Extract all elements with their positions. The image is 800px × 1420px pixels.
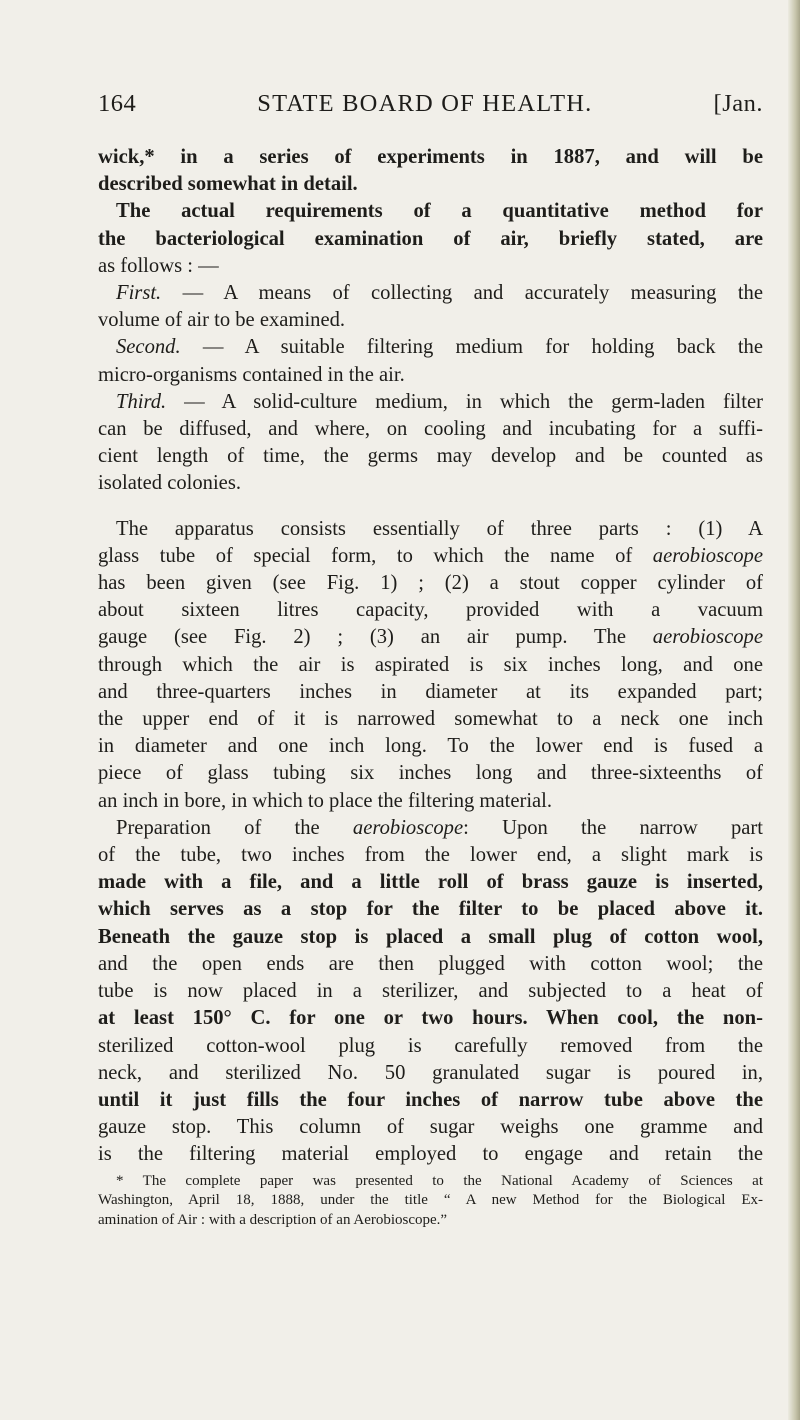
- text-line: wick,* in a series of experiments in 1887, and will be: [98, 146, 763, 168]
- text-line: through which the air is aspirated is six inches long, and one: [98, 653, 763, 676]
- text-line: as follows : —: [98, 254, 219, 277]
- running-month: [Jan.: [713, 90, 763, 117]
- text-line: gauze stop. This column of sugar weighs one gramme and: [98, 1116, 763, 1139]
- text-line: about sixteen litres capacity, provided with a vacuum: [98, 599, 763, 622]
- footnote: [98, 1172, 763, 1231]
- gauge-text: gauge (see Fig. 2) ; (3) an air pump. The: [98, 626, 653, 649]
- footnote-line: * The complete paper was presented to the National Academy of Sciences at: [116, 1172, 763, 1189]
- third-text: — A solid-culture medium, in which the germ-laden filter: [166, 390, 763, 413]
- page-number: 164: [98, 90, 137, 117]
- footnote-line: amination of Air : with a description of an Aerobioscope.”: [98, 1211, 448, 1228]
- text-line-second: [98, 334, 763, 361]
- text-line: is the filtering material employed to engage and retain the: [98, 1143, 763, 1166]
- prep-text-end: : Upon the narrow part: [463, 816, 764, 839]
- second-label: Second.: [116, 336, 181, 359]
- text-line: The apparatus consists essentially of three parts : (1) A: [116, 517, 763, 540]
- body-text: [98, 144, 763, 1169]
- text-line: which serves as a stop for the filter to be placed above it.: [98, 898, 763, 921]
- text-line-first: [98, 280, 763, 307]
- text-line: micro-organisms contained in the air.: [98, 363, 405, 386]
- text-line: at least 150° C. for one or two hours. When cool, the non-: [98, 1007, 763, 1030]
- text-line: described somewhat in detail.: [98, 173, 358, 196]
- text-line: cient length of time, the germs may develop and be counted as: [98, 445, 763, 468]
- text-line: an inch in bore, in which to place the filtering material.: [98, 789, 553, 812]
- running-head: [98, 90, 763, 130]
- text-line-third: [98, 389, 763, 416]
- text-line-gauge: [98, 624, 763, 651]
- page-edge: [788, 0, 800, 1420]
- text-line: tube is now placed in a sterilizer, and subjected to a heat of: [98, 980, 763, 1003]
- text-line: in diameter and one inch long. To the lower end is fused a: [98, 735, 763, 758]
- paragraph-gap: [98, 498, 763, 516]
- running-title: STATE BOARD OF HEALTH.: [257, 90, 593, 117]
- text-line: made with a file, and a little roll of brass gauze is inserted,: [98, 871, 763, 894]
- text-line: can be diffused, and where, on cooling and incubating for a suffi-: [98, 418, 763, 441]
- text-line: volume of air to be examined.: [98, 309, 346, 332]
- text-line: sterilized cotton-wool plug is carefully removed from the: [98, 1034, 763, 1057]
- text-line: the upper end of it is narrowed somewhat to a neck one inch: [98, 708, 763, 731]
- text-line-aerobioscope: [98, 543, 763, 570]
- prep-text: Preparation of the: [116, 816, 353, 839]
- text-line: isolated colonies.: [98, 472, 241, 495]
- text-line: and the open ends are then plugged with cotton wool; the: [98, 952, 763, 975]
- text-line-preparation: [98, 815, 763, 842]
- first-text: — A means of collecting and accurately measuring the: [161, 282, 763, 305]
- text-line: until it just fills the four inches of narrow tube above the: [98, 1088, 763, 1111]
- text-line: neck, and sterilized No. 50 granulated sugar is poured in,: [98, 1061, 763, 1084]
- second-text: — A suitable filtering medium for holding back the: [180, 336, 763, 359]
- text-line: of the tube, two inches from the lower end, a slight mark is: [98, 844, 763, 867]
- aerobioscope-term: aerobioscope: [352, 816, 464, 839]
- book-page: [98, 90, 763, 1230]
- footnote-line: Washington, April 18, 1888, under the title “ A new Method for the Biological Ex-: [98, 1192, 763, 1209]
- glass-text: glass tube of special form, to which the name of: [98, 544, 653, 567]
- text-line: the bacteriological examination of air, briefly stated, are: [98, 227, 763, 250]
- text-line: piece of glass tubing six inches long and three-sixteenths of: [98, 762, 763, 785]
- aerobioscope-term: aerobioscope: [652, 544, 763, 567]
- third-label: Third.: [116, 390, 167, 413]
- text-line: The actual requirements of a quantitative method for: [116, 200, 763, 223]
- first-label: First.: [116, 282, 162, 305]
- text-line: has been given (see Fig. 1) ; (2) a stout copper cylinder of: [98, 572, 763, 595]
- text-line: Beneath the gauze stop is placed a small plug of cotton wool,: [98, 925, 763, 948]
- text-line: and three-quarters inches in diameter at its expanded part;: [98, 680, 763, 703]
- aerobioscope-term: aerobioscope: [652, 626, 763, 649]
